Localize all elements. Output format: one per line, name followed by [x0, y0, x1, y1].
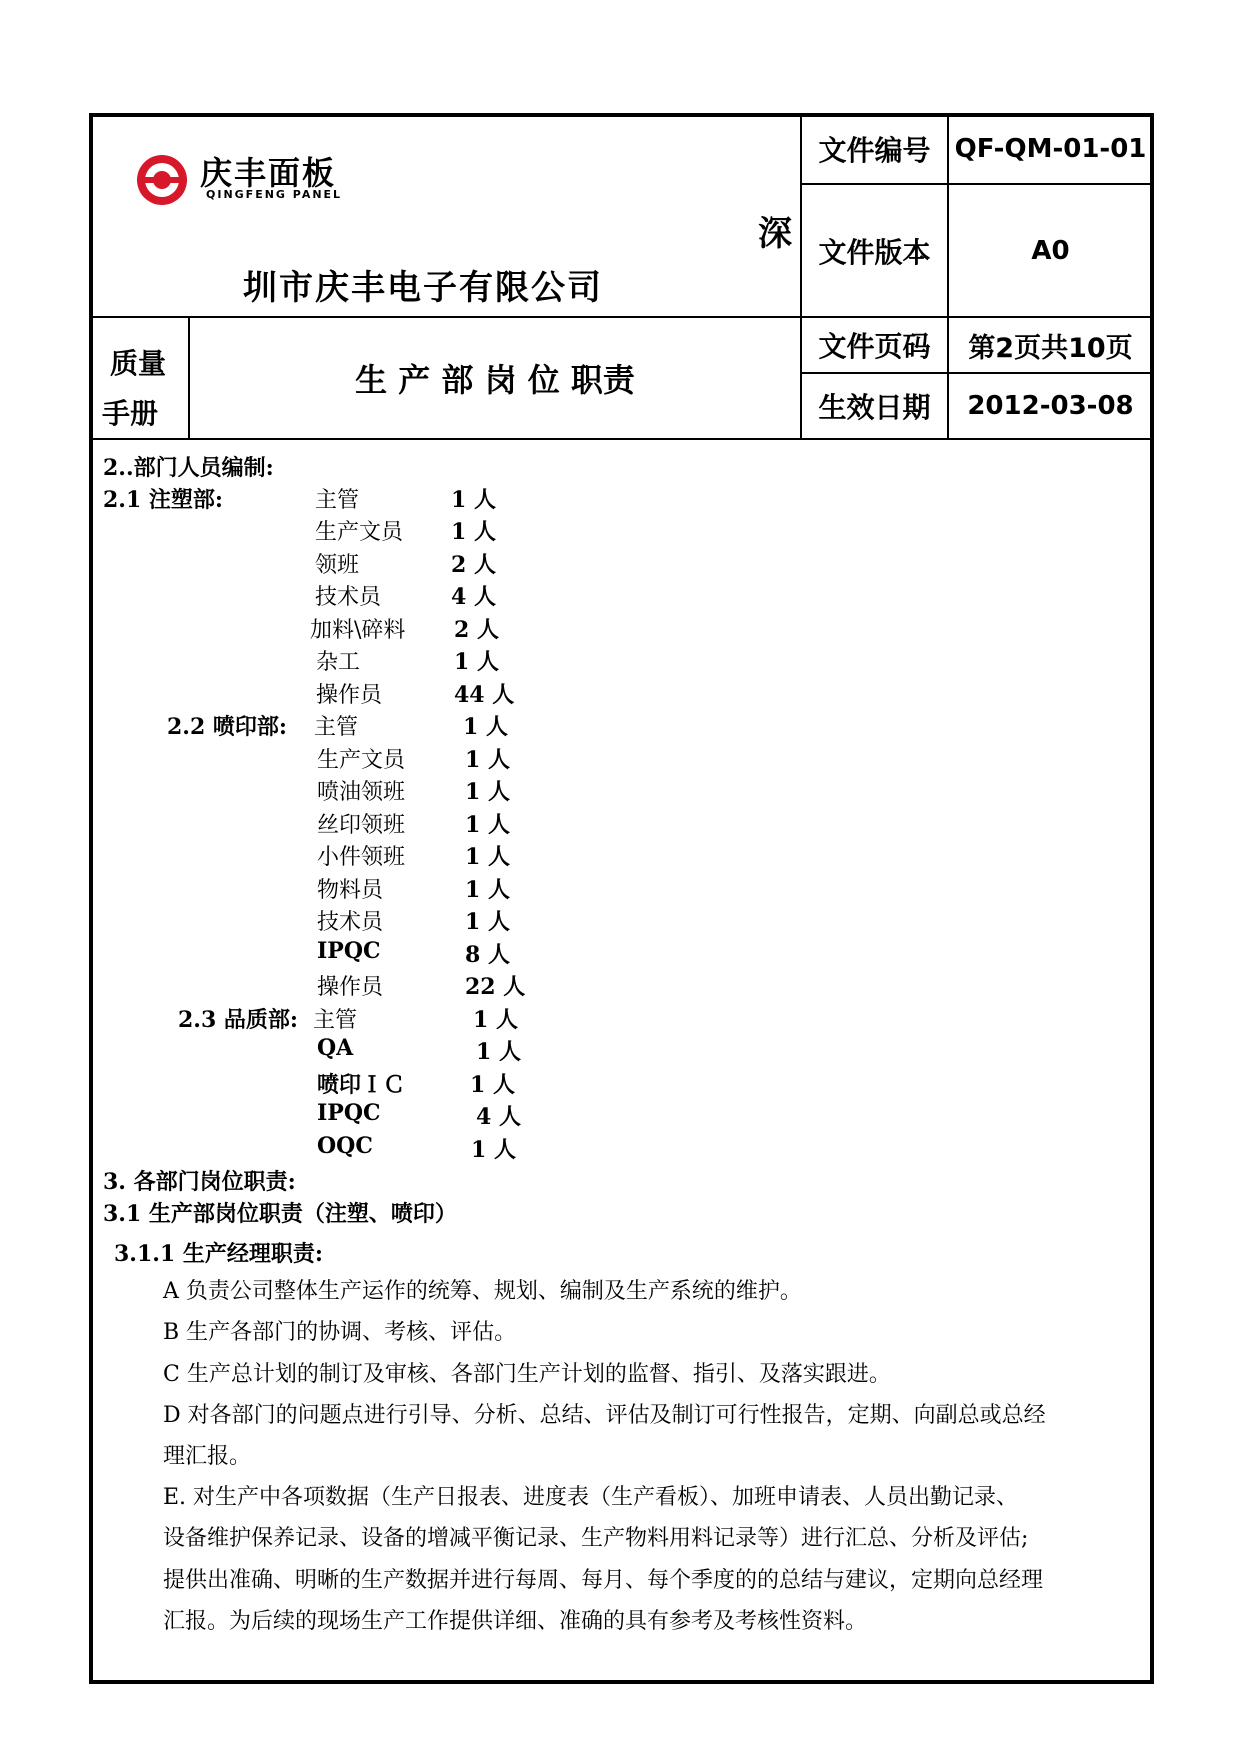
field-label-doc-version: 文件版本 [818, 235, 931, 269]
logo-text-cn: 庆丰面板 [200, 154, 337, 192]
role-name: OQC [317, 1133, 373, 1159]
role-name: IPQC [317, 938, 381, 964]
role-count: 4 人 [451, 584, 496, 610]
role-count: 1 人 [465, 877, 510, 903]
dept-injection-name: 2.1 注塑部: [103, 487, 224, 513]
document-title: 生 产 部 岗 位 职责 [355, 361, 635, 399]
role-name: 生产文员 [315, 520, 404, 545]
role-count: 1 人 [471, 1137, 516, 1163]
role-name: 操作员 [317, 975, 384, 1000]
role-name: 领班 [315, 553, 360, 578]
role-count: 8 人 [465, 942, 510, 968]
field-value-effective-date: 2012-03-08 [967, 391, 1134, 421]
field-label-effective-date: 生效日期 [818, 391, 931, 424]
role-count: 1 人 [465, 747, 510, 773]
role-count: 1 人 [451, 487, 496, 513]
duty-line: 汇报。为后续的现场生产工作提供详细、准确的具有参考及考核性资料。 [163, 1609, 868, 1634]
category-line1: 质量 [110, 347, 167, 380]
role-name: 丝印领班 [317, 813, 406, 838]
header-rule-bottom [91, 438, 1152, 440]
role-count: 1 人 [473, 1007, 518, 1033]
role-count: 44 人 [454, 682, 515, 708]
role-count: 4 人 [476, 1104, 521, 1130]
role-name: 生产文员 [317, 748, 406, 773]
category-line2: 手册 [102, 397, 159, 430]
role-count: 1 人 [470, 1072, 515, 1098]
role-name: 操作员 [316, 683, 383, 708]
role-count: 22 人 [465, 974, 526, 1000]
duty-line: D 对各部门的问题点进行引导、分析、总结、评估及制订可行性报告，定期、向副总或总经 [163, 1403, 1046, 1428]
role-name: 技术员 [317, 910, 384, 935]
role-count: 1 人 [465, 779, 510, 805]
duty-line: A 负责公司整体生产运作的统筹、规划、编制及生产系统的维护。 [163, 1279, 802, 1304]
duty-line: 设备维护保养记录、设备的增减平衡记录、生产物料用料记录等）进行汇总、分析及评估; [163, 1526, 1029, 1551]
duties-sub-title: 3.1 生产部岗位职责（注塑、喷印） [103, 1201, 457, 1227]
qingfeng-logo-icon [136, 154, 188, 206]
role-count: 1 人 [465, 844, 510, 870]
role-name: 小件领班 [317, 845, 406, 870]
duties-subsub-title: 3.1.1 生产经理职责: [114, 1241, 324, 1267]
duty-line: C 生产总计划的制订及审核、各部门生产计划的监督、指引、及落实跟进。 [163, 1362, 891, 1387]
role-count: 1 人 [463, 714, 508, 740]
duty-line: B 生产各部门的协调、考核、评估。 [163, 1320, 517, 1345]
role-count: 1 人 [465, 909, 510, 935]
role-name: QA [317, 1035, 354, 1061]
role-count: 2 人 [454, 617, 499, 643]
role-count: 1 人 [476, 1039, 521, 1065]
field-value-doc-version: A0 [1031, 235, 1070, 266]
role-name: 主管 [313, 1008, 358, 1033]
role-count: 2 人 [451, 552, 496, 578]
staffing-title: 2..部门人员编制: [103, 455, 274, 481]
role-name: 喷印ＩＣ [317, 1072, 406, 1098]
role-name: 技术员 [315, 585, 382, 610]
dept-quality-name: 2.3 品质部: [178, 1007, 299, 1033]
role-name: 物料员 [317, 878, 384, 903]
duty-line: 理汇报。 [163, 1444, 252, 1469]
field-value-page: 第2页共10页 [968, 332, 1133, 364]
company-name: 圳市庆丰电子有限公司 [243, 268, 603, 308]
field-value-doc-number: QF-QM-01-01 [954, 134, 1147, 164]
field-label-page: 文件页码 [818, 330, 931, 363]
role-name: 加料\碎料 [310, 618, 406, 643]
role-name: IPQC [317, 1100, 381, 1126]
field-label-doc-number: 文件编号 [818, 134, 931, 167]
role-name: 主管 [314, 715, 359, 740]
dept-spray-print-name: 2.2 喷印部: [167, 714, 288, 740]
role-name: 杂工 [316, 650, 361, 675]
role-name: 主管 [315, 488, 360, 513]
duty-line: E. 对生产中各项数据（生产日报表、进度表（生产看板）、加班申请表、人员出勤记录、 [163, 1485, 1019, 1510]
role-count: 1 人 [451, 519, 496, 545]
role-count: 1 人 [465, 812, 510, 838]
company-name-prefix: 深 [758, 214, 792, 254]
duty-line: 提供出准确、明晰的生产数据并进行每周、每月、每个季度的的总结与建议，定期向总经理 [163, 1568, 1044, 1593]
logo-text-en: QINGFENG PANEL [206, 188, 343, 201]
role-count: 1 人 [454, 649, 499, 675]
role-name: 喷油领班 [317, 780, 406, 805]
duties-section-title: 3. 各部门岗位职责: [103, 1169, 296, 1195]
